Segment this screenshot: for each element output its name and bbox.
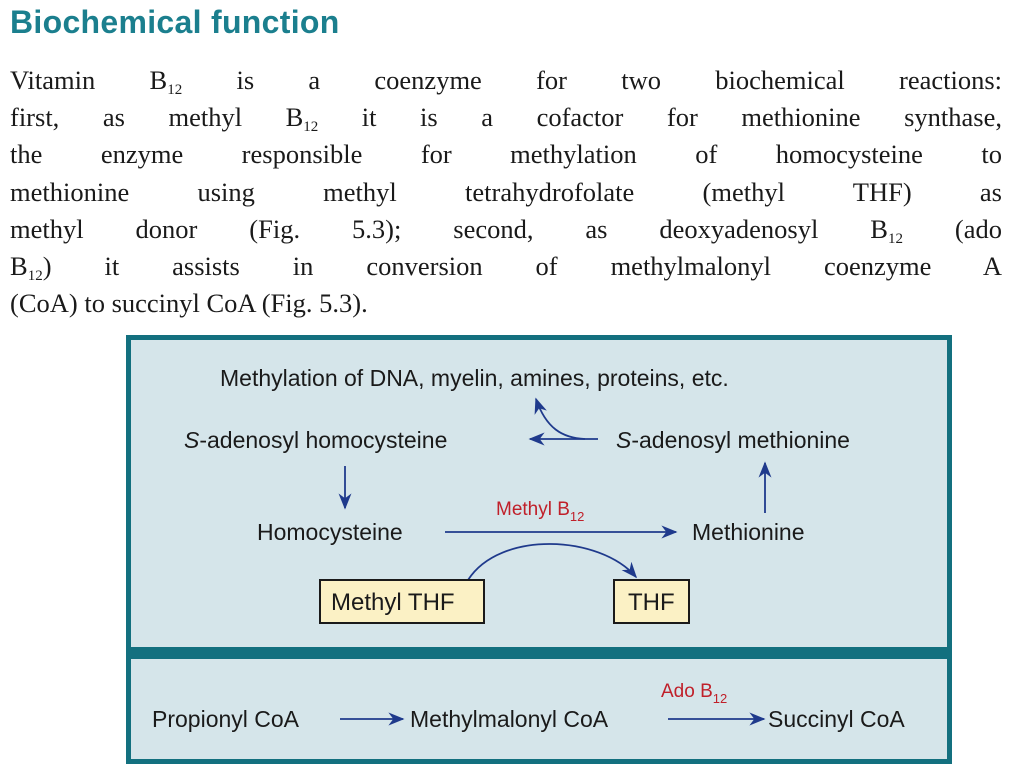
ado-b12-label: Ado $B_{12}$ (661, 681, 728, 706)
methyl-transfer-curve (536, 399, 585, 439)
thf-label: THF (628, 589, 675, 616)
propionyl-coa-label: Propionyl CoA (152, 706, 300, 732)
paragraph-line: (CoA) to succinyl CoA (Fig. 5.3). (10, 288, 368, 319)
paragraph-line: methyl donor (Fig. 5.3); second, as deoxyadenosyl $B_{12}$ (ado (10, 213, 1002, 247)
methylmalonyl-coa-label: Methylmalonyl CoA (410, 706, 609, 732)
thf-conversion-curve (468, 544, 636, 580)
sah-label: S-adenosyl homocysteine (184, 427, 448, 453)
paragraph-line: Vitamin $B_{12}$ is a coenzyme for two biochemical reactions: (10, 65, 1003, 98)
sam-label: S-adenosyl methionine (616, 427, 850, 453)
methionine-label: Methionine (692, 519, 805, 545)
homocysteine-label: Homocysteine (257, 519, 403, 545)
methyl-b12-label: Methyl $B_{12}$ (496, 499, 585, 524)
paragraph-line: the enzyme responsible for methylation of homocysteine to (10, 139, 1002, 170)
section-heading: Biochemical function (10, 4, 340, 40)
succinyl-coa-label: Succinyl CoA (768, 706, 905, 732)
paragraph-line: first, as methyl $B_{12}$ it is a cofactor for methionine synthase, (10, 102, 1002, 136)
paragraph-line: methionine using methyl tetrahydrofolate (methyl THF) as (10, 176, 1002, 207)
methyl-thf-label: Methyl THF (331, 589, 455, 616)
paragraph-line: $B_{12}$) it assists in conversion of methylmalonyl coenzyme A (10, 251, 1002, 285)
methylation-targets-label: Methylation of DNA, myelin, amines, proteins, etc. (220, 365, 729, 391)
